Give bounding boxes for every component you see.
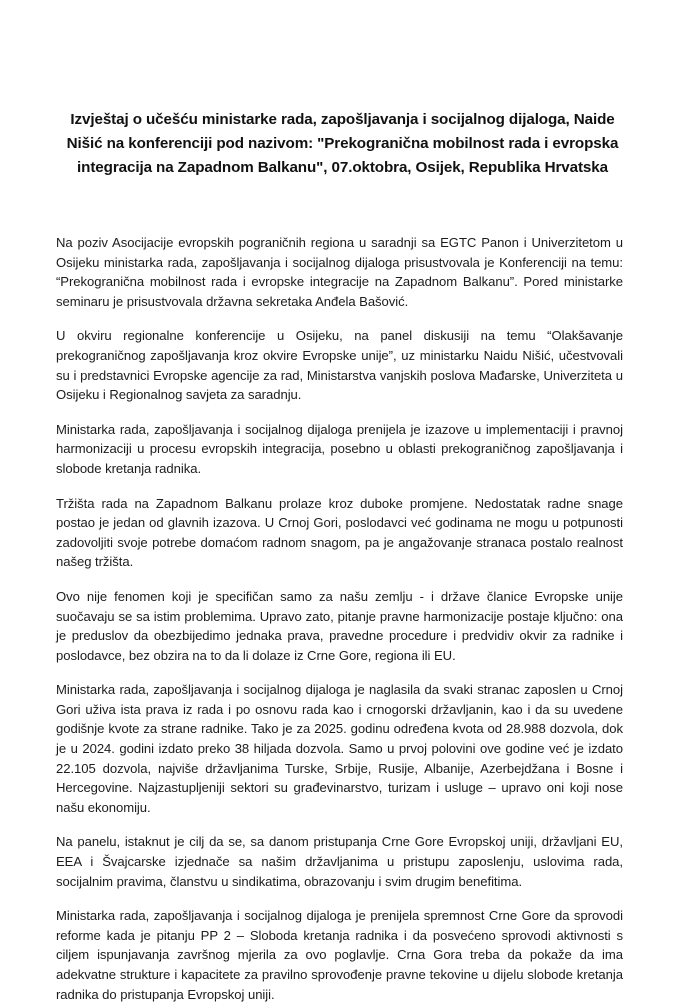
paragraph: Ministarka rada, zapošljavanja i socijalnog dijaloga je prenijela spremnost Crne Gore da sprovodi reforme kada je pitanju PP 2 – Sloboda kretanja radnika i da posvećeno sprovodi aktivnosti s ciljem ispunjavanja završnog mjerila za ovo poglavlje. Crna Gora treba da pokaže da ima adekvatne strukture i kapacitete za pravilno sprovođenje pravne tekovine u dijelu slobode kretanja radnika do pristupanja Evropskoj uniji. [56, 908, 623, 1002]
paragraph: Tržišta rada na Zapadnom Balkanu prolaze kroz duboke promjene. Nedostatak radne snage postao je jedan od glavnih izazova. U Crnoj Gori, poslodavci već godinama ne mogu u potpunosti zadovoljiti svoje potrebe domaćom radnom snagom, pa je angažovanje stranaca postalo realnost našeg tržišta. [56, 495, 623, 570]
paragraph: Na poziv Asocijacije evropskih pograničnih regiona u saradnji sa EGTC Panon i Univerzitetom u Osijeku ministarka rada, zapošljavanja i socijalnog dijaloga prisustvovala je Konferenciji na temu: “Prekogranična mobilnost rada i evropske integracije na Zapadnom Balkanu”. Pored ministarke seminaru je prisustvovala državna sekretaka Anđela Bašović. [56, 235, 623, 309]
paragraph: Ovo nije fenomen koji je specifičan samo za našu zemlju - i države članice Evropske unije suočavaju se sa istim problemima. Upravo zato, pitanje pravne harmonizacije postaje ključno: ona je preduslov da obezbijedimo jednaka prava, pravedne procedure i predvidiv okvir za radnike i poslodavce, bez obzira na to da li dolaze iz Crne Gore, regiona ili EU. [56, 588, 623, 663]
paragraph: Na panelu, istaknut je cilj da se, sa danom pristupanja Crne Gore Evropskoj uniji, državljani EU, EEA i Švajcarske izjednače sa našim državljanima u pristupu zaposlenju, uslovima rada, socijalnim pravima, članstvu u sindikatima, obrazovanju i svim drugim benefitima. [56, 834, 623, 889]
page-title: Izvještaj o učešću ministarke rada, zapošljavanja i socijalnog dijaloga, Naide Nišić na konferenciji pod nazivom: "Prekogranična mobilnost rada i evropska integracija na Zapadnom Balkanu", 07.oktobra, Osijek, Republika Hrvatska [66, 111, 619, 176]
document-body [56, 233, 623, 1004]
paragraph: U okviru regionalne konferencije u Osijeku, na panel diskusiji na temu “Olakšavanje prekograničnog zapošljavanja kroz okvire Evropske unije”, uz ministarku Naidu Nišić, učestvovali su i predstavnici Evropske agencije za rad, Ministarstva vanjskih poslova Mađarske, Univerziteta u Osijeku i Regionalnog savjeta za saradnju. [56, 328, 623, 403]
paragraph: Ministarka rada, zapošljavanja i socijalnog dijaloga je naglasila da svaki stranac zaposlen u Crnoj Gori uživa ista prava iz rada i po osnovu rada kao i crnogorski državljanin, kao i da su uvedene godišnje kvote za strane radnike. Tako je za 2025. godinu određena kvota od 28.988 dozvola, dok je u 2024. godini izdato preko 38 hiljada dozvola. Samo u prvoj polovini ove godine već je izdato 22.105 dozvola, najviše državljanima Turske, Srbije, Rusije, Albanije, Azerbejdžana i Bosne i Hercegovine. Najzastupljeniji sektori su građevinarstvo, turizam i usluge – upravo oni koji nose našu ekonomiju. [56, 682, 623, 815]
paragraph: Ministarka rada, zapošljavanja i socijalnog dijaloga prenijela je izazove u implementaciji i pravnoj harmonizaciji u procesu evropskih integracija, posebno u oblasti prekograničnog zapošljavanja i slobode kretanja radnika. [56, 421, 623, 476]
